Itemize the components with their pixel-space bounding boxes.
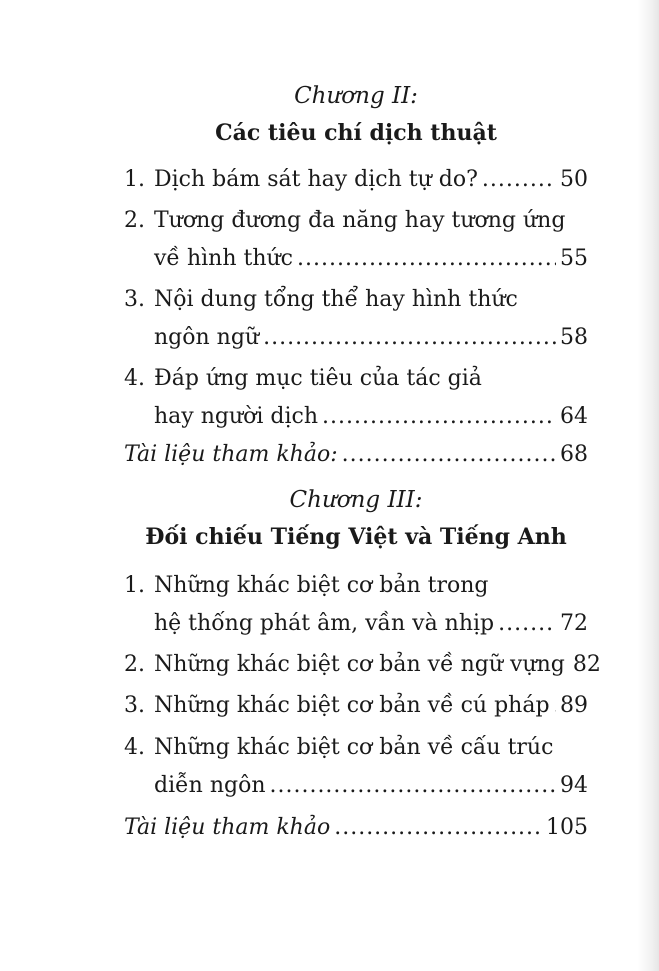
chapter-3-number: Chương III: (289, 487, 423, 513)
dot-leader (554, 687, 556, 725)
dot-leader (334, 809, 542, 847)
toc-entry-title: Những khác biệt cơ bản về cấu trúc (154, 735, 554, 760)
toc-entry-title-cont: về hình thức (154, 246, 293, 271)
toc-entry-title: Đáp ứng mục tiêu của tác giả (154, 366, 482, 391)
toc-page-number: 94 (560, 773, 588, 798)
dot-leader (342, 436, 556, 474)
toc-entry-title-cont: diễn ngôn (154, 773, 266, 798)
toc-entry-number: 1. (124, 167, 145, 192)
toc-entry-number: 4. (124, 735, 145, 760)
dot-leader (322, 398, 556, 436)
chapter-3-title: Đối chiếu Tiếng Việt và Tiếng Anh (145, 524, 567, 550)
toc-entry-number: 2. (124, 208, 145, 233)
toc-entry-title: Những khác biệt cơ bản về ngữ vựng (154, 652, 565, 677)
toc-entry-number: 2. (124, 652, 145, 677)
chapter-3-heading (124, 485, 588, 552)
dot-leader (263, 319, 556, 357)
toc-entry-title: Những khác biệt cơ bản trong (154, 573, 489, 598)
chapter-2-number: Chương II: (294, 83, 418, 109)
dot-leader (482, 161, 556, 199)
dot-leader (297, 240, 556, 278)
toc-page-number: 82 (572, 652, 601, 677)
dot-leader (498, 605, 556, 643)
toc-page-number: 58 (560, 325, 588, 350)
toc-page-number: 89 (560, 693, 588, 718)
chapter-2-heading (124, 81, 588, 148)
references-label: Tài liệu tham khảo: (124, 442, 338, 467)
toc-entry-title: Dịch bám sát hay dịch tự do? (154, 167, 478, 192)
toc-entry-number: 4. (124, 366, 145, 391)
dot-leader (269, 767, 556, 805)
references-label: Tài liệu tham khảo (124, 815, 331, 840)
toc-page-number: 55 (560, 246, 588, 271)
toc-entry-title: Tương đương đa năng hay tương ứng (154, 208, 566, 233)
toc-page-number: 50 (560, 167, 588, 192)
toc-page-number: 72 (560, 611, 588, 636)
toc-page-number: 105 (546, 815, 588, 840)
toc-page-number: 68 (560, 442, 588, 467)
toc-entry-title-cont: hay người dịch (154, 404, 319, 429)
page-edge-shadow (637, 0, 659, 971)
toc-references-2[interactable] (124, 436, 588, 474)
toc-page-number: 64 (560, 404, 588, 429)
toc-entry-number: 3. (124, 693, 145, 718)
chapter-2-title: Các tiêu chí dịch thuật (215, 120, 497, 146)
toc-references-3[interactable] (124, 809, 588, 847)
toc-entry-title: Nội dung tổng thể hay hình thức (154, 287, 518, 312)
toc-entry-title-cont: ngôn ngữ (154, 325, 260, 350)
toc-entry-number: 3. (124, 287, 145, 312)
toc-entry-title: Những khác biệt cơ bản về cú pháp (154, 693, 550, 718)
toc-entry-number: 1. (124, 573, 145, 598)
toc-entry-title-cont: hệ thống phát âm, vần và nhịp (154, 611, 495, 636)
